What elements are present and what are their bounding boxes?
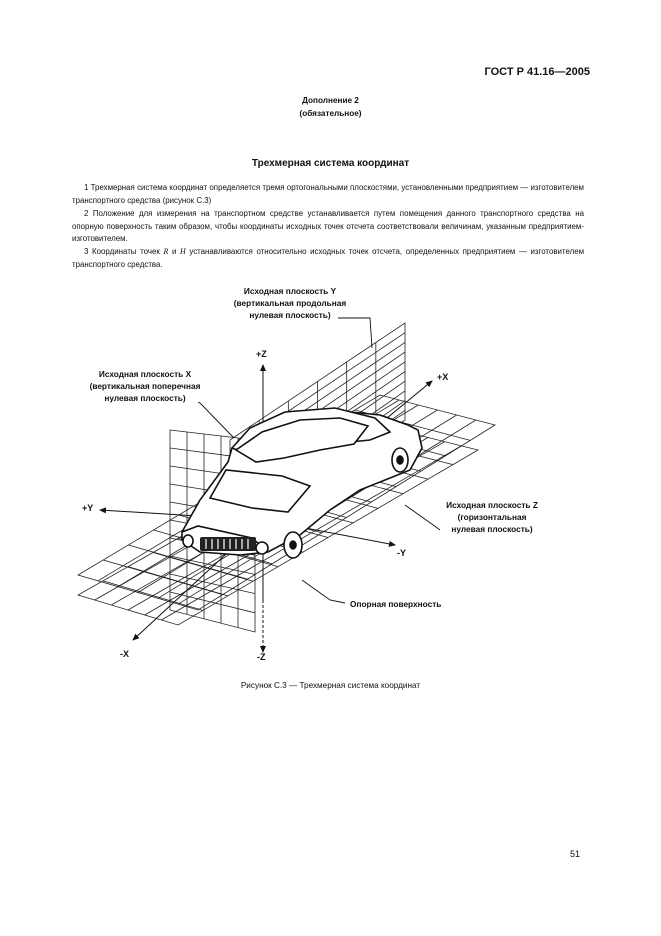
paragraph-3-text [72, 246, 584, 271]
paragraph-3-and: и [168, 247, 180, 256]
paragraph-2-text: 2 Положение для измерения на транспортном средстве устанавливается путем помещения данного транспортного средства на опорную поверхность таким образом, чтобы координаты исходных точек отсчета соответствовали величинам, указанным предприятием-изготовителем. [72, 209, 584, 244]
coordinate-system-figure [0, 270, 661, 680]
svg-text:нулевая плоскость): нулевая плоскость) [249, 310, 331, 320]
axis-label-plus-y: +Y [82, 503, 94, 513]
axis-label-minus-y: -Y [397, 548, 406, 558]
paragraph-2 [72, 208, 584, 246]
svg-text:Исходная плоскость Z: Исходная плоскость Z [446, 500, 538, 510]
paragraph-1-text: 1 Трехмерная система координат определяется тремя ортогональными плоскостями, установленными предприятием — изготовителем транспортного средства (рисунок С.3) [72, 183, 584, 205]
axis-label-minus-x: -X [120, 649, 129, 659]
appendix-subtitle: (обязательное) [299, 109, 362, 118]
car-headlight-right [256, 542, 268, 554]
label-reference-surface: Опорная поверхность [350, 599, 442, 609]
car-outline [182, 408, 422, 558]
label-plane-x [90, 369, 201, 403]
paragraph-3 [72, 246, 584, 271]
svg-text:нулевая плоскость): нулевая плоскость) [104, 393, 186, 403]
paragraph-1 [72, 182, 584, 207]
label-plane-z [446, 500, 538, 534]
figure-caption: Рисунок С.3 — Трехмерная система координат [240, 681, 421, 690]
svg-text:(горизонтальная: (горизонтальная [457, 512, 527, 522]
paragraph-3-part-b: устанавливаются относительно исходных точек отсчета, определенных предприятием — изготовителем транспортного средства. [72, 247, 585, 269]
car-headlight-left [183, 535, 193, 547]
svg-text:(вертикальная продольная: (вертикальная продольная [233, 298, 347, 308]
axis-label-minus-z: -Z [257, 652, 266, 662]
svg-text:Исходная плоскость Y: Исходная плоскость Y [243, 286, 337, 296]
page-number: 51 [569, 849, 580, 859]
paragraph-3-part-a: 3 Координаты точек [84, 247, 164, 256]
label-plane-y [234, 286, 347, 320]
axis-label-plus-z: +Z [256, 349, 267, 359]
section-title: Трехмерная система координат [251, 158, 410, 169]
appendix-title: Дополнение 2 [302, 96, 359, 105]
point-r-symbol: R [163, 247, 169, 256]
point-h-symbol: H [180, 247, 186, 256]
svg-text:(вертикальная поперечная: (вертикальная поперечная [89, 381, 201, 391]
svg-text:Исходная плоскость X: Исходная плоскость X [98, 369, 192, 379]
axis-label-plus-x: +X [437, 372, 449, 382]
document-code: ГОСТ Р 41.16—2005 [484, 66, 590, 78]
svg-text:нулевая плоскость): нулевая плоскость) [451, 524, 533, 534]
